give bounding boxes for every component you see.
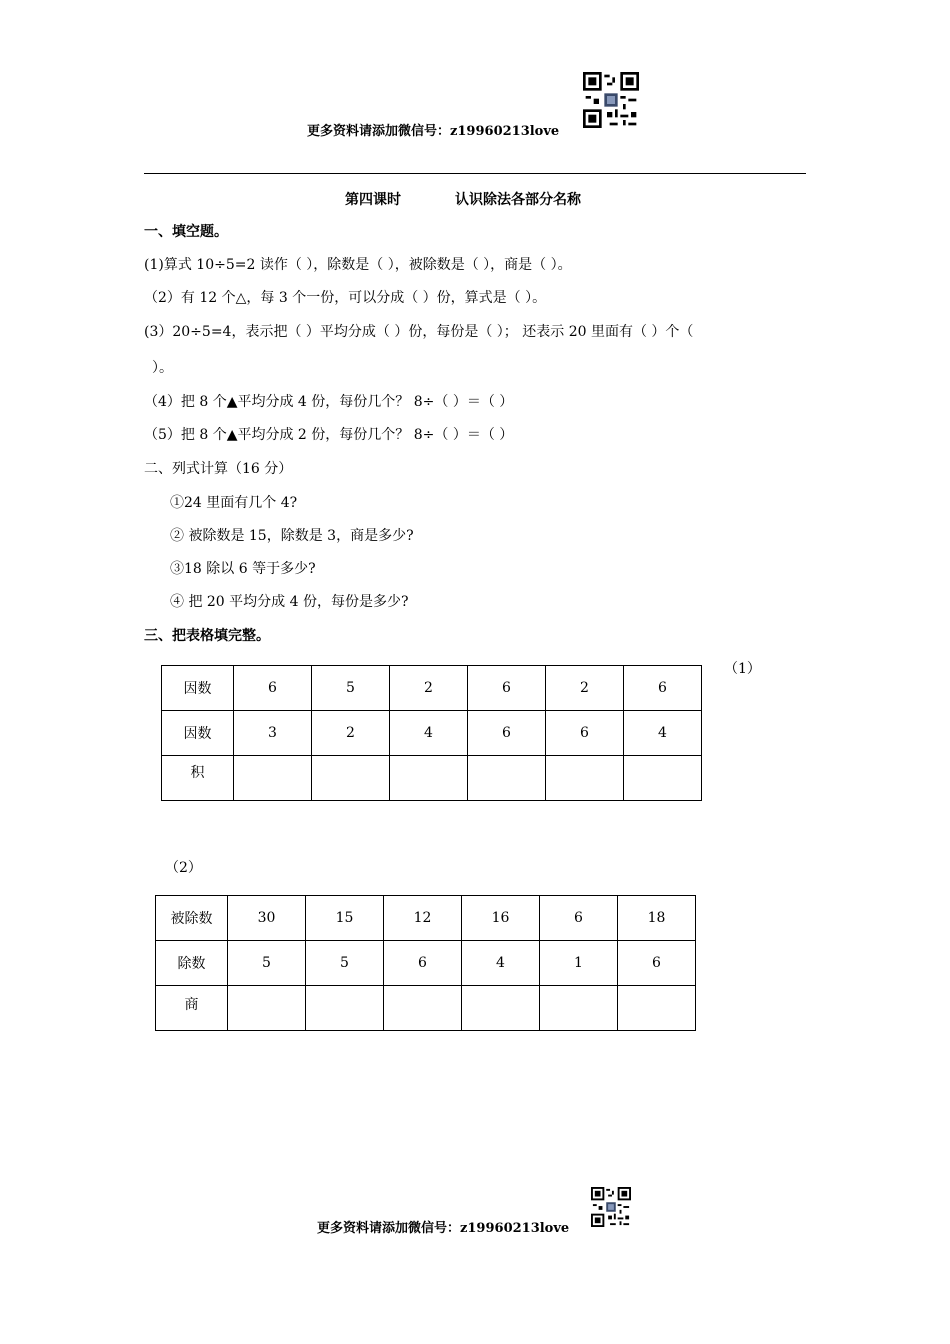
header-divider	[144, 173, 806, 174]
table-cell: 4	[462, 941, 540, 986]
answer-cell[interactable]	[384, 986, 462, 1031]
answer-cell[interactable]	[546, 756, 624, 801]
table-cell: 12	[384, 896, 462, 941]
table-cell: 30	[228, 896, 306, 941]
table-row	[156, 941, 696, 986]
table-cell: 5	[228, 941, 306, 986]
table-cell: 2	[312, 711, 390, 756]
section1-title: 一、填空题。	[144, 224, 228, 240]
answer-cell[interactable]	[228, 986, 306, 1031]
calc-item-4: ④ 把 20 平均分成 4 份，每份是多少?	[170, 594, 409, 610]
table-row	[156, 986, 696, 1031]
row-head-quotient: 商	[156, 986, 228, 1031]
section2-title: 二、列式计算（16 分）	[144, 461, 293, 477]
table-cell: 16	[462, 896, 540, 941]
table2-label: （2）	[165, 860, 202, 876]
table-cell: 6	[546, 711, 624, 756]
lesson-title: 认识除法各部分名称	[455, 192, 581, 208]
row-head-factor-1: 因数	[162, 666, 234, 711]
table-cell: 1	[540, 941, 618, 986]
table-row	[162, 711, 702, 756]
table-cell: 15	[306, 896, 384, 941]
table-cell: 4	[390, 711, 468, 756]
calc-item-1: ①24 里面有几个 4?	[170, 495, 298, 511]
header-promo-text: 更多资料请添加微信号：z19960213love	[307, 124, 560, 139]
answer-cell[interactable]	[306, 986, 384, 1031]
table-cell: 6	[468, 711, 546, 756]
table-cell: 3	[234, 711, 312, 756]
section3-title: 三、把表格填完整。	[144, 628, 270, 644]
answer-cell[interactable]	[390, 756, 468, 801]
question-5: （5）把 8 个▲平均分成 2 份，每份几个？ 8÷（ ）＝（ ）	[144, 427, 514, 443]
table-cell: 6	[234, 666, 312, 711]
answer-cell[interactable]	[618, 986, 696, 1031]
table-row	[162, 666, 702, 711]
table-cell: 6	[540, 896, 618, 941]
answer-cell[interactable]	[234, 756, 312, 801]
table-cell: 18	[618, 896, 696, 941]
qr-code-icon	[583, 72, 639, 128]
answer-cell[interactable]	[468, 756, 546, 801]
answer-cell[interactable]	[312, 756, 390, 801]
question-3-continued: ）。	[152, 360, 173, 376]
row-head-dividend: 被除数	[156, 896, 228, 941]
question-3: (3）20÷5=4，表示把（ ）平均分成（ ）份，每份是（ ）； 还表示 20 里面有（ ）个（	[144, 324, 694, 340]
question-4: （4）把 8 个▲平均分成 4 份，每份几个？ 8÷（ ）＝（ ）	[144, 394, 514, 410]
table-row	[162, 756, 702, 801]
table-cell: 6	[468, 666, 546, 711]
factor-table	[161, 665, 702, 801]
footer-promo-text: 更多资料请添加微信号：z19960213love	[317, 1221, 570, 1236]
row-head-product: 积	[162, 756, 234, 801]
answer-cell[interactable]	[624, 756, 702, 801]
table-cell: 6	[618, 941, 696, 986]
table-row	[156, 896, 696, 941]
table-cell: 6	[384, 941, 462, 986]
answer-cell[interactable]	[540, 986, 618, 1031]
table-cell: 6	[624, 666, 702, 711]
table-cell: 2	[390, 666, 468, 711]
row-head-divisor: 除数	[156, 941, 228, 986]
answer-cell[interactable]	[462, 986, 540, 1031]
row-head-factor-2: 因数	[162, 711, 234, 756]
table-cell: 5	[312, 666, 390, 711]
division-table	[155, 895, 696, 1031]
calc-item-2: ② 被除数是 15，除数是 3，商是多少?	[170, 528, 414, 544]
calc-item-3: ③18 除以 6 等于多少?	[170, 561, 316, 577]
table-cell: 2	[546, 666, 624, 711]
lesson-part: 第四课时	[345, 192, 401, 208]
table1-label: （1）	[724, 661, 761, 677]
table-cell: 5	[306, 941, 384, 986]
table-cell: 4	[624, 711, 702, 756]
question-1: (1)算式 10÷5=2 读作（ ），除数是（ ），被除数是（ ），商是（ ）。	[144, 257, 572, 273]
question-2: （2）有 12 个△，每 3 个一份，可以分成（ ）份，算式是（ ）。	[144, 290, 547, 306]
qr-code-icon	[591, 1187, 631, 1227]
